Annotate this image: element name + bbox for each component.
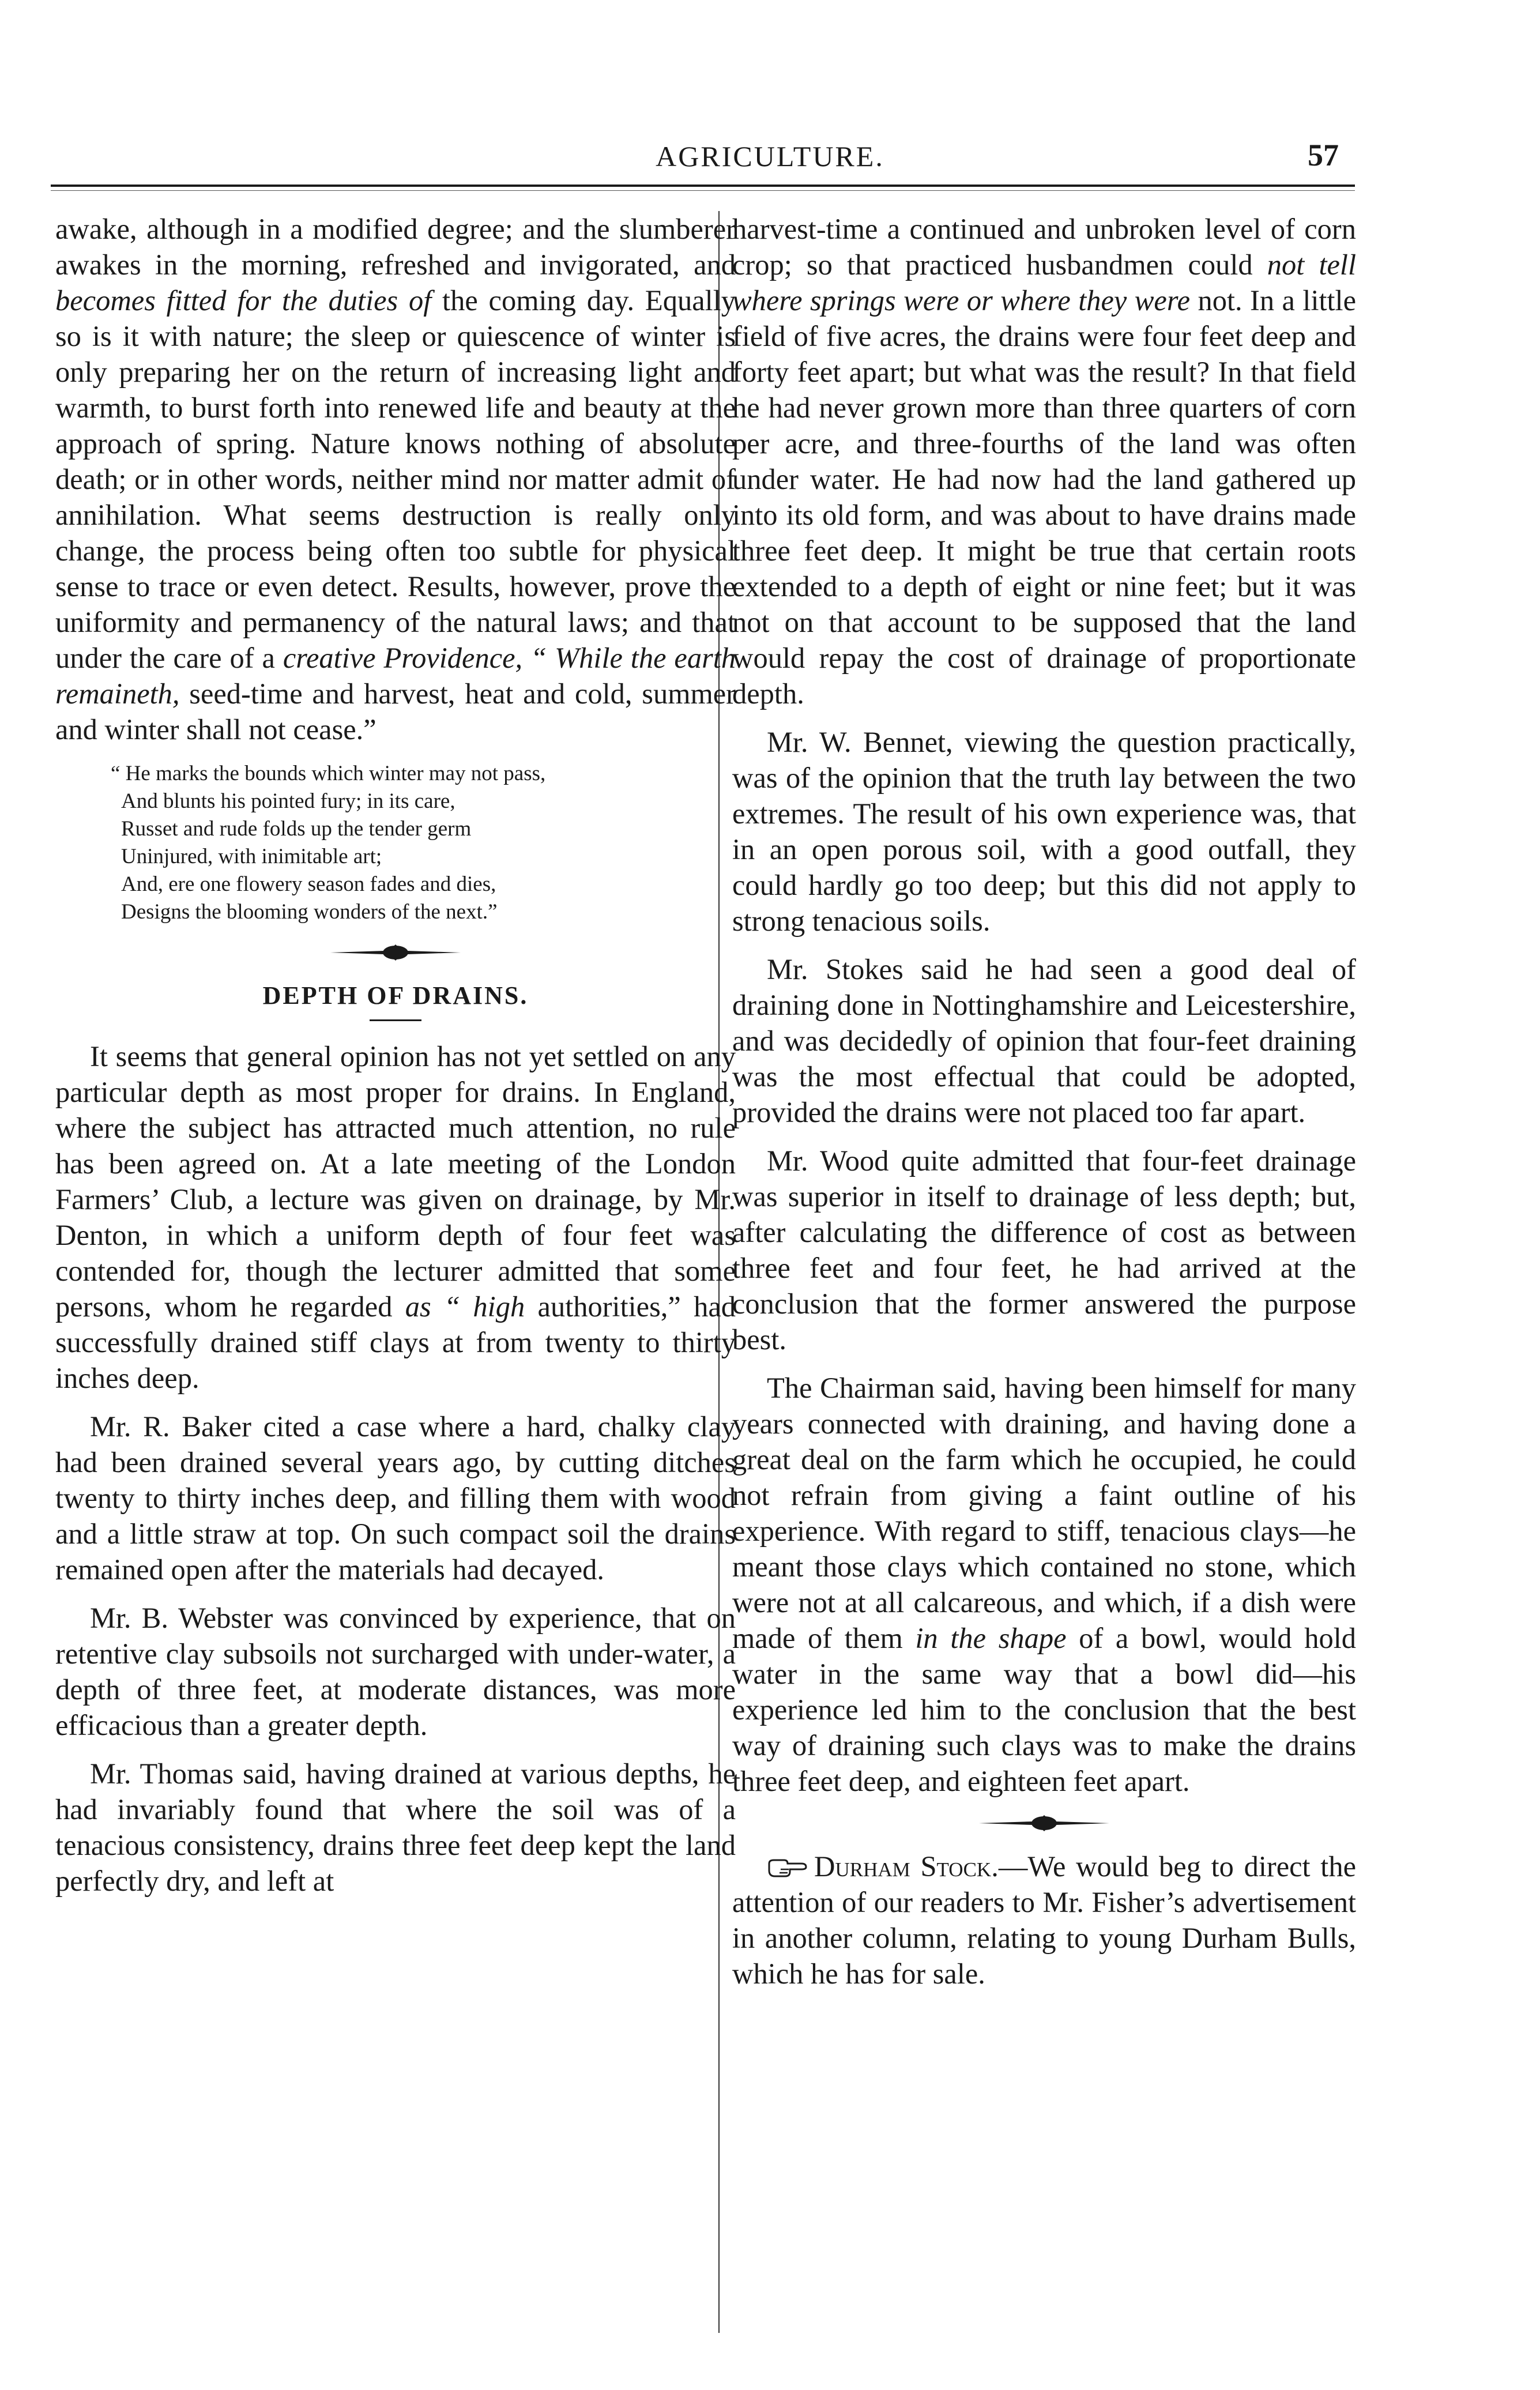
notice-label: Durham Stock. <box>814 1850 999 1883</box>
poem-line: And, ere one flowery season fades and dies, <box>121 872 496 896</box>
pointing-hand-icon <box>767 1857 808 1880</box>
paragraph <box>732 1370 1356 1799</box>
paragraph: Mr. R. Baker cited a case where a hard, chalky clay had been drained several years ago, by cutting ditches twenty to thirty inches deep, and filling them with wood and a little straw at top. On such compact soil the drains remained open after the materials had decayed. <box>55 1410 736 1586</box>
poem-line: Uninjured, with inimitable art; <box>121 845 382 868</box>
paragraph: Mr. Thomas said, having drained at various depths, he had invariably found that where the soil was of a tenacious consistency, drains three feet deep kept the land perfectly dry, and left at <box>55 1757 736 1897</box>
right-column <box>732 211 1356 2004</box>
notice-paragraph <box>732 1849 1356 1992</box>
paragraph-continued <box>55 211 736 747</box>
text-run: the coming day. Equally so is it with nature; the sleep or quiescence of winter is only preparing her on the return of increasing light and warmth, to burst forth into renewed life and beauty at the approach of spring. Nature knows nothing of absolute death; or in other words, neither mind nor matter admit of annihilation. What seems destruction is really only change, the process being often too subtle for physical sense to trace or even detect. Results, however, prove the uniformity and permanency of the natural laws; and that under the care of a <box>55 284 736 674</box>
poem-line: Designs the blooming wonders of the next.” <box>121 900 498 924</box>
italic-run: in the shape <box>915 1622 1067 1654</box>
running-title: AGRICULTURE. <box>656 140 884 172</box>
italic-run: “ While the earth remaineth, <box>55 642 736 710</box>
paragraph: Mr. W. Bennet, viewing the question practically, was of the opinion that the truth lay between the two extremes. The result of his own experience was, that in an open porous soil, with a good outfall, they could hardly go too deep; but this did not apply to strong tenacious soils. <box>732 726 1356 937</box>
section-title: DEPTH OF DRAINS. <box>262 981 529 1010</box>
ornament-divider-icon <box>978 1812 1110 1835</box>
text-run: authorities,” had successfully drained stiff clays at from twenty to thirty inches deep. <box>55 1290 736 1394</box>
italic-run: becomes fitted for the duties of <box>55 284 432 317</box>
left-column <box>55 211 736 1899</box>
text-run: seed-time and harvest, heat and cold, summer and winter shall not cease.” <box>55 678 736 746</box>
poem-quote <box>55 760 736 926</box>
paragraph-continued <box>732 211 1356 712</box>
text-run: It seems that general opinion has not yet settled on any particular depth as most proper for drains. In England, where the subject has attracted much attention, no rule has been agreed on. At a late meeting of the London Farmers’ Club, a lecture was given on drainage, by Mr. Denton, in which a uniform depth of four feet was contended for, though the lecturer admitted that some persons, whom he regarded <box>55 1040 736 1323</box>
text-run: The Chairman said, having been himself for many years connected with draining, and having done a great deal on the farm which he occupied, he could not refrain from giving a faint outline of his experience. With regard to stiff, tenacious clays—he meant those clays which contained no stone, which were not at all calcareous, and which, if a dish were made of them <box>732 1372 1356 1654</box>
paragraph: Mr. B. Webster was convinced by experience, that on retentive clay subsoils not surcharged with under-water, a depth of three feet, at moderate distances, was more efficacious than a greater depth. <box>55 1602 736 1741</box>
text-run: harvest-time a continued and unbroken level of corn crop; so that practiced husbandmen could <box>732 213 1356 281</box>
header-rule-thin <box>51 190 1355 191</box>
section-rule <box>370 1019 421 1021</box>
paragraph <box>55 1038 736 1396</box>
poem-line: And blunts his pointed fury; in its care, <box>121 789 455 813</box>
italic-run: not tell where springs were or where they were <box>732 249 1356 317</box>
page-number: 57 <box>1308 138 1339 172</box>
poem-line: “ He marks the bounds which winter may not pass, <box>111 762 546 785</box>
ornament-divider-icon <box>329 941 462 964</box>
paragraph: Mr. Stokes said he had seen a good deal of draining done in Nottinghamshire and Leicestershire, and was decidedly of opinion that four-feet draining was the most effectual that could be adopted, provided the drains were not placed too far apart. <box>732 953 1356 1128</box>
italic-run: as “ high <box>405 1290 525 1323</box>
text-run: not. In a little field of five acres, the drains were four feet deep and forty feet apart; but what was the result? In that field he had never grown more than three quarters of corn per acre, and three-fourths of the land was often under water. He had now had the land gathered up into its old form, and was about to have drains made three feet deep. It might be true that certain roots extended to a depth of eight or nine feet; but it was not on that account to be supposed that the land would repay the cost of drainage of proportionate depth. <box>732 284 1356 710</box>
paragraph: Mr. Wood quite admitted that four-feet drainage was superior in itself to drainage of less depth; but, after calculating the difference of cost as between three feet and four feet, he had arrived at the conclusion that the former answered the purpose best. <box>732 1145 1356 1356</box>
text-run: awake, although in a modified degree; and the slumberer awakes in the morning, refreshed and invigorated, and <box>55 213 736 281</box>
italic-run: creative Providence, <box>283 642 523 674</box>
header-rule <box>51 185 1355 187</box>
notice-text: —We would beg to direct the attention of our readers to Mr. Fisher’s advertisement in another column, relating to young Durham Bulls, which he has for sale. <box>732 1850 1356 1990</box>
text-run: of a bowl, would hold water in the same way that a bowl did—his experience led him to the conclusion that the best way of draining such clays was to make the drains three feet deep, and eighteen feet apart. <box>732 1622 1356 1797</box>
poem-line: Russet and rude folds up the tender germ <box>121 817 472 841</box>
